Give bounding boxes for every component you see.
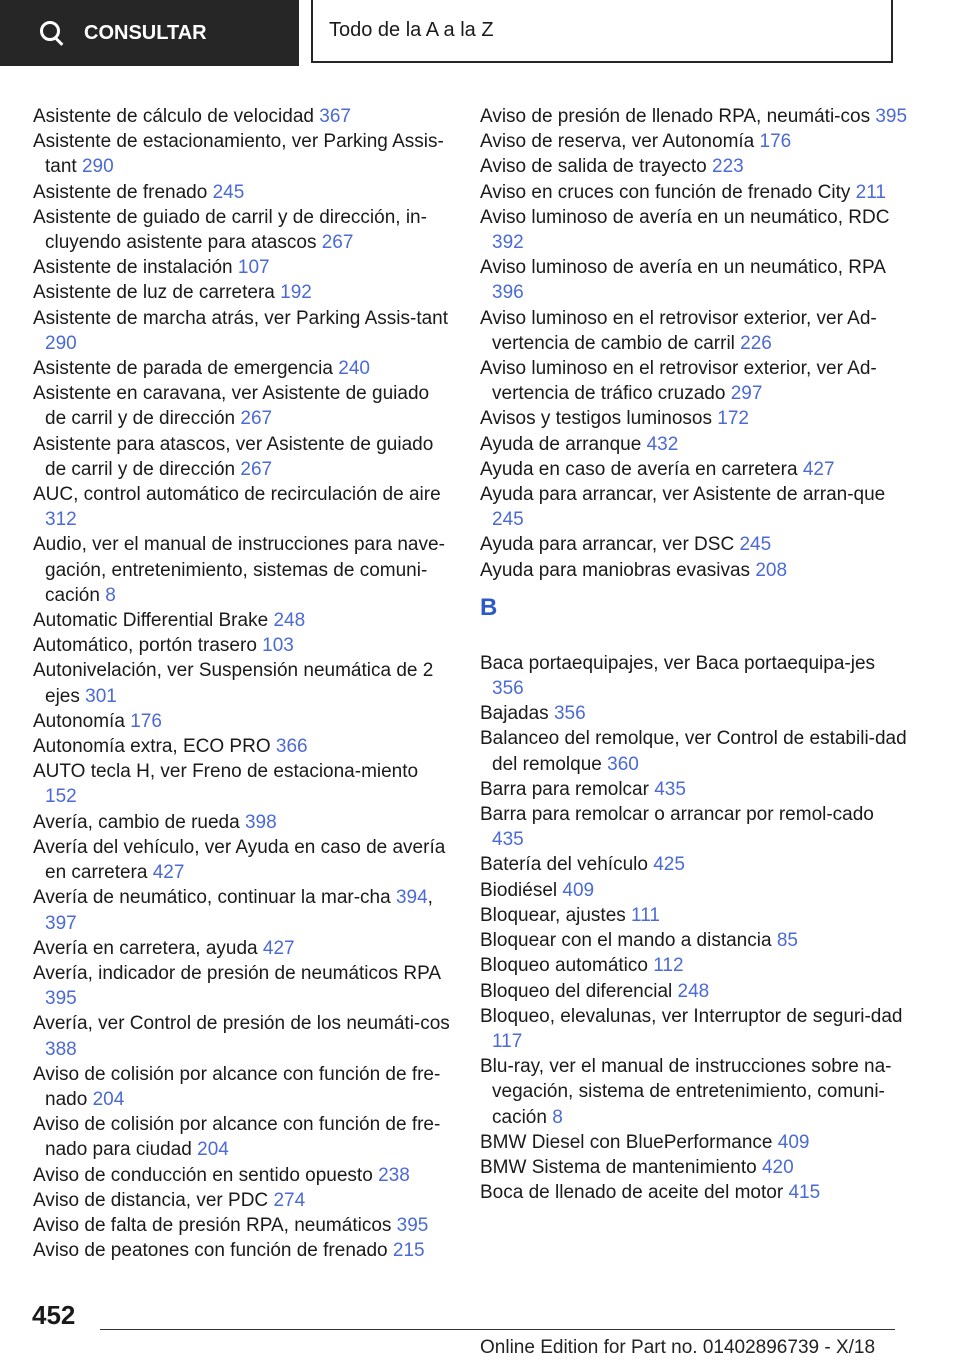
index-entry-text: Aviso en cruces con función de frenado City <box>480 181 851 203</box>
page-link[interactable]: 192 <box>280 282 312 304</box>
page-link[interactable]: 215 <box>392 1240 425 1262</box>
index-entry <box>480 104 910 129</box>
page-link[interactable]: 397 <box>45 912 77 934</box>
index-entry <box>480 205 910 255</box>
page-link[interactable]: 388 <box>45 1038 77 1060</box>
index-entry <box>33 432 453 482</box>
page-link[interactable]: 226 <box>740 332 772 354</box>
index-entry <box>33 1163 453 1188</box>
index-entry-text: AUTO tecla H, ver Freno de estaciona-miento <box>33 761 419 783</box>
page-link[interactable]: 432 <box>646 433 679 455</box>
page-link[interactable]: 152 <box>45 786 77 808</box>
index-entry <box>33 1112 453 1162</box>
index-entry-text: Bloqueo automático <box>480 955 648 977</box>
index-entry <box>33 734 453 759</box>
index-entry-text: Baca portaequipajes, ver Baca portaequipa-jes <box>480 652 876 674</box>
index-entry-text: Aviso de colisión por alcance con función de fre-nado para ciudad <box>33 1114 441 1161</box>
index-entry-text: Barra para remolcar <box>480 778 649 800</box>
index-entry-text: Autonivelación, ver Suspensión neumática de 2 ejes <box>33 660 434 707</box>
page-link[interactable]: 409 <box>777 1131 810 1153</box>
section-title: Todo de la A a la Z <box>329 19 494 41</box>
index-entry <box>480 457 910 482</box>
page-link[interactable]: 240 <box>338 358 370 380</box>
page-link[interactable]: 367 <box>319 106 351 127</box>
index-entry-text: Bloqueo del diferencial <box>480 980 673 1002</box>
index-entry-text: Aviso de presión de llenado RPA, neumáti-cos <box>480 106 871 127</box>
page-link[interactable]: 107 <box>237 257 270 279</box>
page-link[interactable]: 208 <box>755 559 788 581</box>
page-link[interactable]: 245 <box>212 181 245 203</box>
index-entry <box>33 1238 453 1263</box>
page-link[interactable]: 245 <box>492 509 524 531</box>
index-entry-text: Asistente de luz de carretera <box>33 282 275 304</box>
index-entry-text: Aviso de conducción en sentido opuesto <box>33 1164 373 1186</box>
page-link[interactable]: 248 <box>273 610 306 632</box>
index-entry <box>33 356 453 381</box>
page-link[interactable]: 409 <box>562 879 595 901</box>
index-entry-text: Asistente en caravana, ver Asistente de guiado de carril y de dirección <box>33 383 430 430</box>
index-entry-text: Audio, ver el manual de instrucciones para nave-gación, entretenimiento, sistemas de comuni-cación <box>33 534 445 606</box>
index-entry <box>33 1188 453 1213</box>
index-column-right <box>480 104 910 1205</box>
index-entry-text: Batería del vehículo <box>480 854 648 876</box>
index-entry <box>480 979 910 1004</box>
index-entry <box>480 802 910 852</box>
page-link[interactable]: 312 <box>45 509 77 531</box>
index-entry-text: Asistente de frenado <box>33 181 208 203</box>
page-link[interactable]: 356 <box>553 703 586 725</box>
index-entry-text: Autonomía extra, ECO PRO <box>33 736 271 758</box>
index-entry <box>480 154 910 179</box>
index-entry <box>480 180 910 205</box>
index-entry <box>33 658 453 708</box>
index-entry <box>480 878 910 903</box>
index-entry-text: Asistente de parada de emergencia <box>33 358 333 380</box>
index-entry <box>480 726 910 776</box>
index-entry <box>33 104 453 129</box>
index-entry <box>33 205 453 255</box>
index-entry <box>480 482 910 532</box>
index-entry <box>480 903 910 928</box>
index-entry <box>480 432 910 457</box>
page-link[interactable]: 360 <box>607 753 639 775</box>
page-link[interactable]: 204 <box>92 1088 125 1110</box>
index-entry <box>33 129 453 179</box>
section-letter: B <box>480 593 498 621</box>
index-entry <box>33 180 453 205</box>
page-link[interactable]: 435 <box>654 778 686 800</box>
index-entry <box>33 1062 453 1112</box>
index-entry <box>480 1054 910 1130</box>
page-link[interactable]: 204 <box>197 1139 229 1161</box>
page-link[interactable]: 297 <box>730 383 763 405</box>
page-link[interactable]: 290 <box>45 332 77 354</box>
index-entry <box>480 306 910 356</box>
page-link[interactable]: 238 <box>378 1164 410 1186</box>
page-link[interactable]: 398 <box>244 811 277 833</box>
index-entry <box>480 651 910 701</box>
edition-note: Online Edition for Part no. 01402896739 - X/18 <box>480 1337 876 1358</box>
page-link[interactable]: 427 <box>802 458 835 480</box>
index-entry-text: Avería del vehículo, ver Ayuda en caso de avería en carretera <box>33 836 446 884</box>
page-link[interactable]: 267 <box>240 458 273 480</box>
index-entry <box>33 482 453 532</box>
page-link[interactable]: 392 <box>492 232 524 254</box>
index-entry-text: Bloquear con el mando a distancia <box>480 930 772 952</box>
index-entry <box>33 532 453 608</box>
index-entry-text: Ayuda para maniobras evasivas <box>480 559 751 581</box>
index-entry-text: Asistente de marcha atrás, ver Parking Assis-tant <box>33 307 449 329</box>
index-entry <box>33 280 453 305</box>
page-link[interactable]: 117 <box>492 1030 523 1052</box>
index-entry-text: Aviso luminoso de avería en un neumático, RPA <box>480 257 885 279</box>
index-entry <box>33 835 453 885</box>
index-entry-text: Asistente de guiado de carril y de dirección, in-cluyendo asistente para atascos <box>33 206 427 254</box>
page-link[interactable]: 396 <box>492 282 524 304</box>
page-link[interactable]: 85 <box>776 930 798 952</box>
index-entry <box>33 936 453 961</box>
page-link[interactable]: 223 <box>712 156 744 178</box>
index-entry-text: Aviso luminoso en el retrovisor exterior, ver Ad-vertencia de tráfico cruzado <box>480 358 877 405</box>
page-link[interactable]: 435 <box>492 829 524 851</box>
page-link[interactable]: 301 <box>85 685 117 707</box>
section-title-tab[interactable] <box>311 0 893 63</box>
index-entry-text: Barra para remolcar o arrancar por remol-cado <box>480 804 874 826</box>
page-link[interactable]: 394 <box>395 887 428 909</box>
index-entry <box>480 255 910 305</box>
index-entry-text: Ayuda en caso de avería en carretera <box>480 458 798 480</box>
index-entry <box>480 532 910 557</box>
index-entry-text: Avería de neumático, continuar la mar-cha <box>33 887 391 909</box>
index-entry-text: Aviso de reserva, ver Autonomía <box>480 131 755 153</box>
page-link[interactable]: 290 <box>81 156 114 178</box>
index-entry-text: Automático, portón trasero <box>33 635 257 657</box>
index-entry-text: Ayuda para arrancar, ver Asistente de arran-que <box>480 484 886 506</box>
index-entry-text: BMW Diesel con BluePerformance <box>480 1131 773 1153</box>
page-link[interactable]: 103 <box>262 635 294 657</box>
page-link[interactable]: 267 <box>321 232 354 254</box>
page-link[interactable]: 427 <box>262 937 295 959</box>
page-link[interactable]: 267 <box>240 408 273 430</box>
index-entry-text: Asistente de cálculo de velocidad <box>33 106 314 127</box>
index-entry <box>480 1155 910 1180</box>
page-link[interactable]: 415 <box>788 1182 821 1204</box>
index-entry-text: AUC, control automático de recirculación de aire <box>33 484 441 506</box>
consult-tab[interactable] <box>0 0 299 66</box>
page-link[interactable]: 420 <box>761 1156 794 1178</box>
index-entry-text: Aviso de falta de presión RPA, neumáticos <box>33 1214 392 1236</box>
page-link[interactable]: 176 <box>130 710 162 732</box>
index-entry <box>33 306 453 356</box>
index-entry-text: Ayuda de arranque <box>480 433 642 455</box>
index-entry-text: Biodiésel <box>480 879 558 901</box>
index-entry-text: Aviso de salida de trayecto <box>480 156 707 178</box>
page-link[interactable]: 112 <box>653 955 684 977</box>
index-entry-text: Autonomía <box>33 710 125 732</box>
index-entry <box>33 633 453 658</box>
page-link[interactable]: 245 <box>739 534 772 556</box>
index-entry <box>480 129 910 154</box>
index-entry-text: Blu-ray, ver el manual de instrucciones sobre na-vegación, sistema de entretenimiento, comuni-cación <box>480 1056 892 1128</box>
index-entry <box>480 558 910 583</box>
index-column-left <box>33 104 453 1263</box>
footer-divider <box>100 1329 895 1330</box>
index-entry-text: Balanceo del remolque, ver Control de estabili-dad del remolque <box>480 728 907 775</box>
index-entry-text: Avería, cambio de rueda <box>33 811 240 833</box>
index-entry-text: Avería en carretera, ayuda <box>33 937 258 959</box>
index-entry <box>33 810 453 835</box>
index-entry-text: Bajadas <box>480 703 549 725</box>
index-entry <box>33 381 453 431</box>
index-entry <box>480 1180 910 1205</box>
index-entry <box>480 928 910 953</box>
index-entry: Avería de neumático, continuar la mar-cha 394, 397 <box>33 887 433 934</box>
index-entry-text: Aviso de distancia, ver PDC <box>33 1189 269 1211</box>
page-link[interactable]: 172 <box>717 408 749 430</box>
index-entry <box>33 759 453 809</box>
index-entry-text: Aviso luminoso en el retrovisor exterior, ver Ad-vertencia de cambio de carril <box>480 307 877 354</box>
page-link[interactable]: 248 <box>677 980 710 1002</box>
index-entry <box>33 961 453 1011</box>
index-entry <box>480 777 910 802</box>
page-link[interactable]: 395 <box>45 988 77 1010</box>
index-entry-text: Bloqueo, elevalunas, ver Interruptor de seguri-dad <box>480 1005 903 1027</box>
index-entry <box>480 852 910 877</box>
index-entry-text: Avisos y testigos luminosos <box>480 408 712 430</box>
index-entry-text: Aviso de peatones con función de frenado <box>33 1240 388 1262</box>
index-entry <box>480 406 910 431</box>
page-link[interactable]: 111 <box>631 904 660 926</box>
page-link[interactable]: 395 <box>875 106 908 127</box>
index-entry-text: Asistente de instalación <box>33 257 233 279</box>
page-number: 452 <box>32 1300 76 1330</box>
index-entry-text: Bloquear, ajustes <box>480 904 626 926</box>
index-entry <box>33 709 453 734</box>
index-entry <box>33 255 453 280</box>
page-link[interactable]: 176 <box>759 131 792 153</box>
index-entry-text: Boca de llenado de aceite del motor <box>480 1182 784 1204</box>
page-link[interactable]: 366 <box>275 736 308 758</box>
index-entry <box>480 1130 910 1155</box>
index-entry-text: Automatic Differential Brake <box>33 610 269 632</box>
index-entry <box>480 953 910 978</box>
page-link[interactable]: 8 <box>105 584 116 606</box>
page-link[interactable]: 211 <box>855 181 886 203</box>
index-entry <box>33 1011 453 1061</box>
index-entry <box>480 356 910 406</box>
index-entry-text: BMW Sistema de mantenimiento <box>480 1156 757 1178</box>
page-link[interactable]: 356 <box>492 678 524 700</box>
index-entry-text: Ayuda para arrancar, ver DSC <box>480 534 735 556</box>
search-icon <box>40 21 64 45</box>
index-entry-text: Aviso luminoso de avería en un neumático, RDC <box>480 206 890 228</box>
index-entry-text: Asistente de estacionamiento, ver Parking Assis-tant <box>33 131 444 178</box>
page-link[interactable]: 425 <box>653 854 685 876</box>
page-link[interactable]: 427 <box>152 862 185 884</box>
index-entry-text: Aviso de colisión por alcance con función de fre-nado <box>33 1063 441 1110</box>
index-entry-text: Avería, ver Control de presión de los neumáti-cos <box>33 1013 450 1035</box>
consult-label: CONSULTAR <box>84 21 207 44</box>
page-link[interactable]: 395 <box>396 1214 429 1236</box>
top-bar <box>0 0 960 66</box>
index-entry-text: Asistente para atascos, ver Asistente de guiado de carril y de dirección <box>33 433 434 480</box>
page-link[interactable]: 274 <box>273 1189 306 1211</box>
index-entry <box>480 1004 910 1054</box>
index-entry <box>33 1213 453 1238</box>
index-entry-text: Avería, indicador de presión de neumáticos RPA <box>33 962 440 984</box>
page-link[interactable]: 8 <box>552 1106 563 1128</box>
index-entry <box>33 608 453 633</box>
index-entry <box>480 701 910 726</box>
